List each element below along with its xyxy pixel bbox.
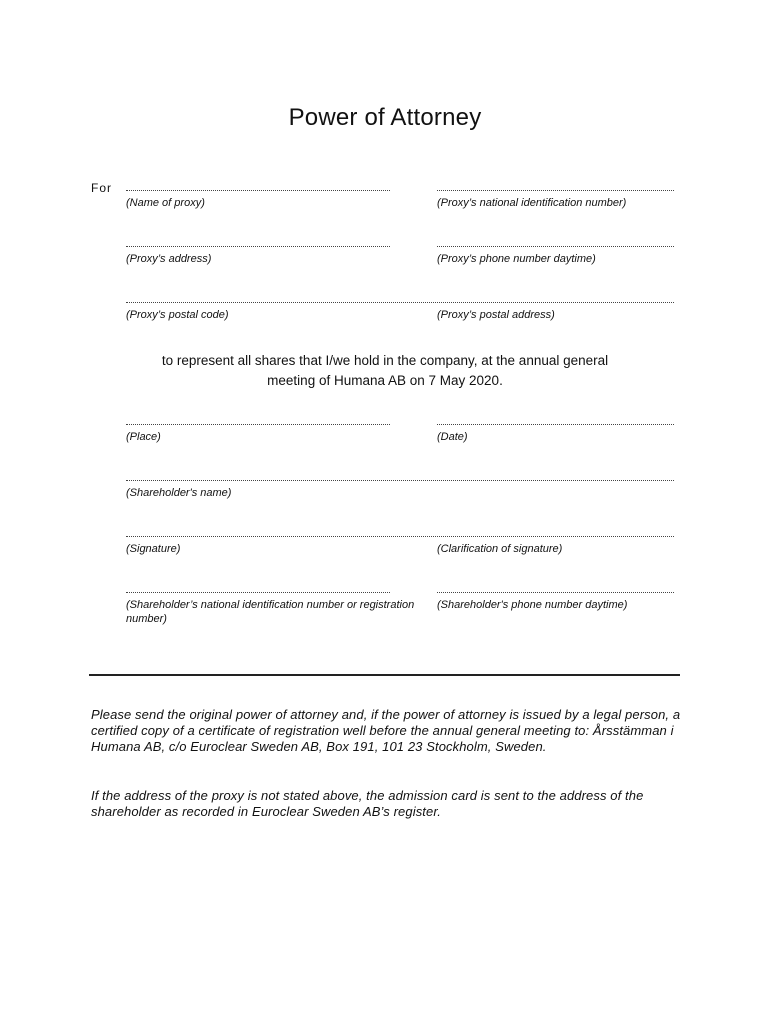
proxy-postal-field[interactable] [126, 302, 674, 303]
shareholder-phone-field[interactable] [437, 592, 674, 593]
clarification-label: (Clarification of signature) [437, 543, 563, 555]
proxy-name-field[interactable] [126, 190, 390, 191]
statement-line-2: meeting of Humana AB on 7 May 2020. [267, 373, 503, 388]
proxy-name-label: (Name of proxy) [126, 197, 205, 209]
send-instructions-note: Please send the original power of attorney and, if the power of attorney is issued by a legal person, a certified copy of a certificate of registration well before the annual general meeting to: Årsstämman i Humana AB, c/o Euroclear Sweden AB, Box 191, 101 23 Stockholm, Sweden. [91, 707, 681, 754]
for-label: For [91, 181, 112, 195]
proxy-phone-field[interactable] [437, 246, 674, 247]
shareholder-national-id-field[interactable] [126, 592, 390, 593]
proxy-address-label: (Proxy’s address) [126, 253, 212, 265]
proxy-address-field[interactable] [126, 246, 390, 247]
date-field[interactable] [437, 424, 674, 425]
address-notice-note: If the address of the proxy is not stated above, the admission card is sent to the address of the shareholder as recorded in Euroclear Sweden AB’s register. [91, 788, 644, 819]
signature-label: (Signature) [126, 543, 181, 555]
section-divider [89, 674, 680, 676]
proxy-postal-address-label: (Proxy’s postal address) [437, 309, 555, 321]
shareholder-phone-label: (Shareholder's phone number daytime) [437, 599, 628, 611]
signature-field[interactable] [126, 536, 674, 537]
page-title: Power of Attorney [288, 104, 482, 131]
proxy-national-id-field[interactable] [437, 190, 674, 191]
place-field[interactable] [126, 424, 390, 425]
proxy-postal-code-label: (Proxy’s postal code) [126, 309, 229, 321]
proxy-national-id-label: (Proxy’s national identification number) [437, 197, 627, 209]
shareholder-name-label: (Shareholder's name) [126, 487, 232, 499]
statement-line-1: to represent all shares that I/we hold in the company, at the annual general [161, 353, 609, 368]
place-label: (Place) [126, 431, 161, 443]
authorization-statement [120, 351, 650, 391]
proxy-phone-label: (Proxy’s phone number daytime) [437, 253, 596, 265]
shareholder-national-id-label: (Shareholder’s national identification number or registration number) [126, 599, 415, 625]
date-label: (Date) [437, 431, 468, 443]
shareholder-name-field[interactable] [126, 480, 674, 481]
